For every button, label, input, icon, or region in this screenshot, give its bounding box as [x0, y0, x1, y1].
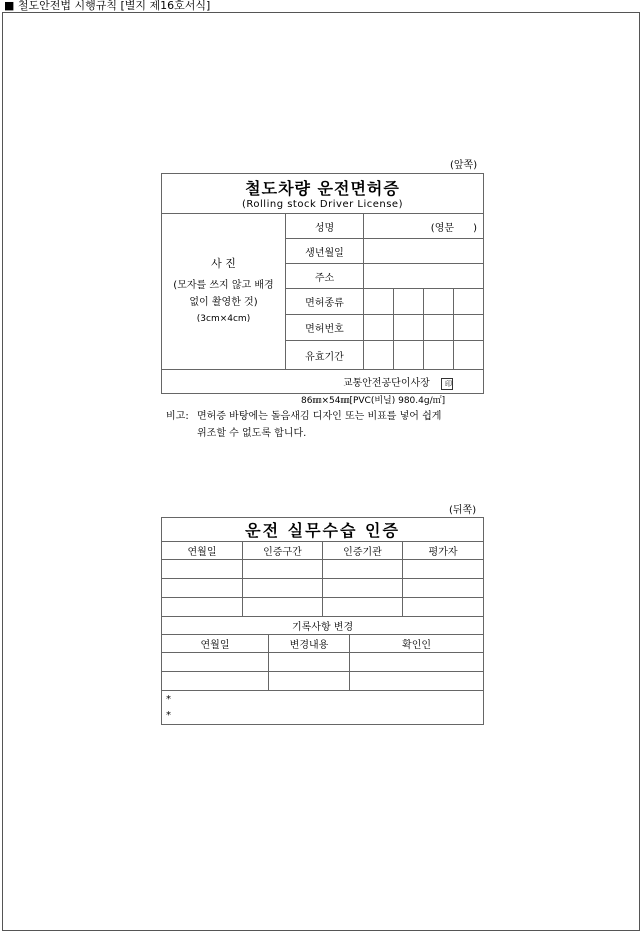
- table-cell: [269, 672, 350, 691]
- valid-period-box: [454, 341, 484, 370]
- birth-label: 생년월일: [286, 239, 364, 264]
- table-row: [162, 598, 484, 617]
- address-label: 주소: [286, 264, 364, 289]
- col-header-evaluator: 평가자: [403, 542, 484, 560]
- table-cell: [162, 579, 243, 598]
- license-number-box: [394, 315, 424, 341]
- license-type-box: [394, 289, 424, 315]
- birth-value: [364, 239, 484, 264]
- license-back-table: [161, 517, 484, 725]
- table-cell: [162, 672, 269, 691]
- change-header-content: 변경내용: [269, 635, 350, 653]
- front-side-label: (앞쪽): [450, 160, 478, 171]
- table-cell: [243, 598, 323, 617]
- notes-cell: [162, 691, 484, 725]
- page-frame: [2, 12, 640, 931]
- license-type-box: [424, 289, 454, 315]
- license-number-label: 면허번호: [286, 315, 364, 341]
- name-value: [364, 214, 484, 239]
- license-number-box: [424, 315, 454, 341]
- card-size-note: 86㎜×54㎜[PVC(비닐) 980.4g/㎡]: [301, 396, 446, 406]
- back-side-label: (뒤쪽): [449, 505, 477, 516]
- license-type-box: [364, 289, 394, 315]
- valid-period-box: [394, 341, 424, 370]
- change-header-date: 연월일: [162, 635, 269, 653]
- col-header-section: 인증구간: [243, 542, 323, 560]
- change-header-confirm: 확인인: [350, 635, 484, 653]
- address-value: [364, 264, 484, 289]
- note-star-1: *: [166, 693, 171, 705]
- license-number-box: [364, 315, 394, 341]
- table-cell: [269, 653, 350, 672]
- issuer-name: 교통안전공단이사장: [342, 377, 430, 389]
- table-row: [162, 672, 484, 691]
- back-title-cell: [162, 518, 484, 542]
- col-header-date: 연월일: [162, 542, 243, 560]
- license-front-table: [161, 173, 484, 394]
- name-english-label: (영문 ): [430, 222, 477, 234]
- table-cell: [350, 672, 484, 691]
- remark-label: 비고:: [166, 411, 189, 422]
- remark-line-1: 면허증 바탕에는 돌음새김 디자인 또는 비표를 넣어 쉽게: [197, 411, 442, 422]
- back-title: 운전 실무수습 인증: [245, 521, 400, 540]
- issuer-cell: [162, 370, 484, 394]
- note-star-2: *: [166, 709, 171, 721]
- photo-label: 사 진: [211, 257, 236, 270]
- table-row: [162, 560, 484, 579]
- license-title: 철도차량 운전면허증: [245, 179, 400, 198]
- photo-instruction-1: (모자를 쓰지 않고 배경: [173, 280, 274, 291]
- table-cell: [323, 560, 403, 579]
- license-number-box: [454, 315, 484, 341]
- table-cell: [323, 579, 403, 598]
- col-header-agency: 인증기관: [323, 542, 403, 560]
- photo-size: (3cm×4cm): [196, 314, 251, 324]
- table-cell: [243, 560, 323, 579]
- license-subtitle: (Rolling stock Driver License): [242, 199, 403, 210]
- seal-stamp-icon: 印: [441, 378, 453, 390]
- valid-period-label: 유효기간: [286, 341, 364, 370]
- name-label: 성명: [286, 214, 364, 239]
- photo-cell: [162, 214, 286, 370]
- valid-period-box: [424, 341, 454, 370]
- photo-instruction-2: 없이 촬영한 것): [189, 297, 258, 308]
- table-cell: [243, 579, 323, 598]
- license-type-label: 면허종류: [286, 289, 364, 315]
- license-type-box: [454, 289, 484, 315]
- table-row: [162, 653, 484, 672]
- remark-line-2: 위조할 수 없도록 합니다.: [197, 428, 307, 439]
- table-cell: [403, 579, 484, 598]
- table-cell: [162, 598, 243, 617]
- changes-title: 기록사항 변경: [162, 617, 484, 635]
- table-cell: [403, 560, 484, 579]
- table-cell: [162, 653, 269, 672]
- form-header: ■ 철도안전법 시행규칙 [별지 제16호서식]: [4, 0, 211, 12]
- license-title-cell: [162, 174, 484, 214]
- table-cell: [350, 653, 484, 672]
- table-cell: [162, 560, 243, 579]
- table-cell: [403, 598, 484, 617]
- table-cell: [323, 598, 403, 617]
- table-row: [162, 579, 484, 598]
- valid-period-box: [364, 341, 394, 370]
